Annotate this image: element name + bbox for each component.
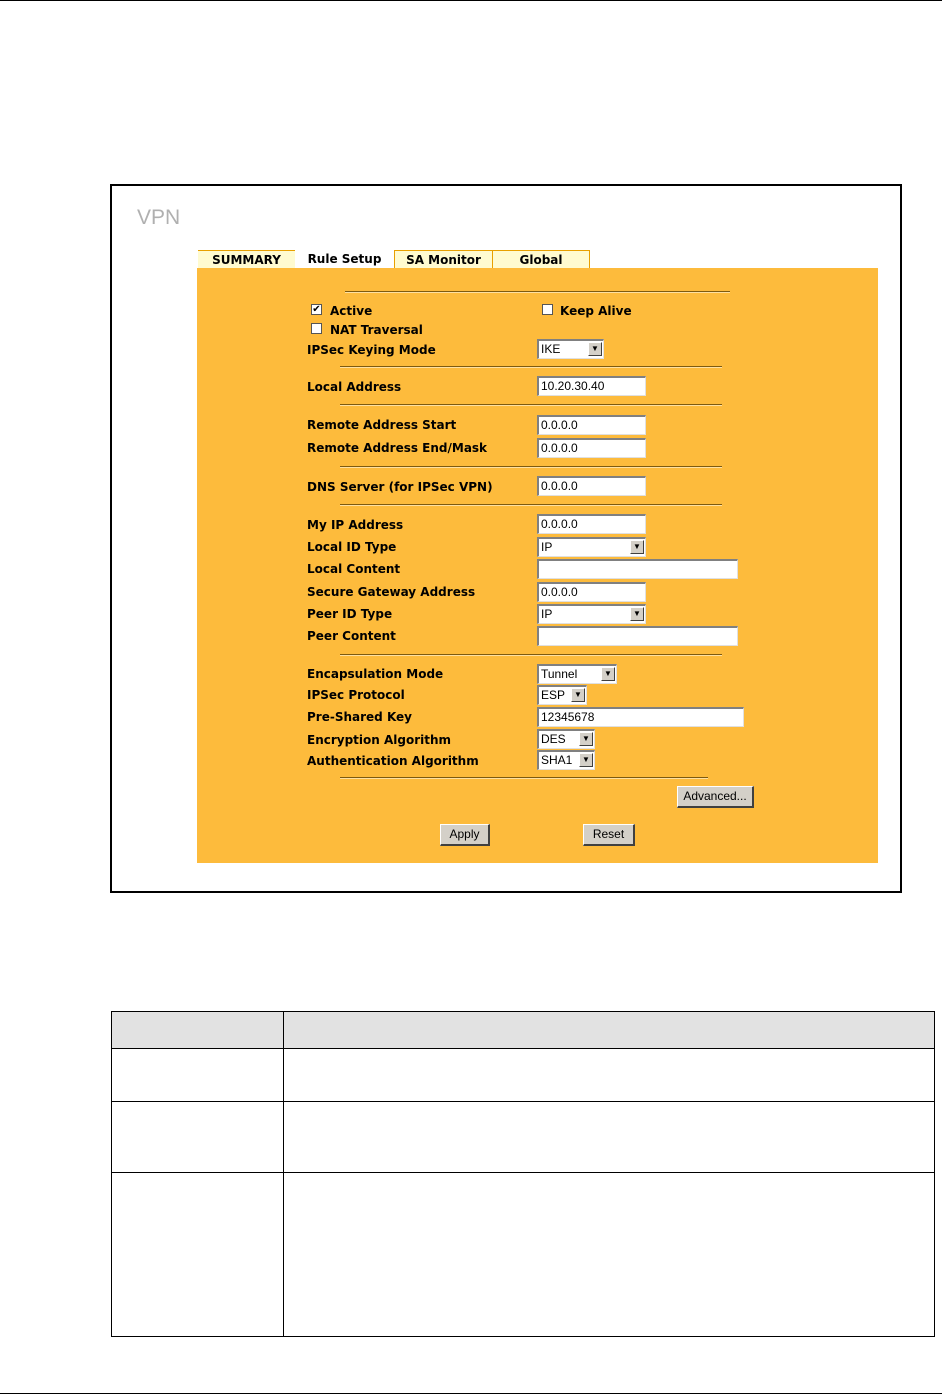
page-top-rule bbox=[0, 0, 942, 1]
encryption-algorithm-label: Encryption Algorithm bbox=[307, 733, 452, 747]
dropdown-arrow-icon: ▼ bbox=[579, 732, 593, 746]
dropdown-arrow-icon: ▼ bbox=[571, 688, 585, 702]
ipsec-protocol-value: ESP bbox=[541, 688, 566, 702]
nat-traversal-label: NAT Traversal bbox=[330, 323, 423, 337]
peer-id-type-select[interactable] bbox=[537, 604, 646, 624]
secure-gateway-input[interactable]: 0.0.0.0 bbox=[537, 582, 646, 602]
apply-button[interactable]: Apply bbox=[440, 824, 490, 846]
local-content-input[interactable] bbox=[537, 559, 738, 579]
description-table bbox=[111, 1011, 935, 1337]
remote-address-start-input[interactable]: 0.0.0.0 bbox=[537, 415, 646, 435]
pre-shared-key-label: Pre-Shared Key bbox=[307, 710, 412, 724]
local-id-type-value: IP bbox=[541, 540, 553, 554]
peer-id-type-value: IP bbox=[541, 607, 553, 621]
tab-summary[interactable]: SUMMARY bbox=[198, 250, 295, 268]
active-checkbox[interactable]: ✔ bbox=[312, 304, 321, 315]
page-title: VPN bbox=[137, 206, 181, 229]
remote-address-end-label: Remote Address End/Mask bbox=[307, 441, 488, 455]
pre-shared-key-input[interactable]: 12345678 bbox=[537, 707, 744, 727]
separator bbox=[340, 654, 722, 656]
encryption-algorithm-select[interactable] bbox=[537, 729, 595, 749]
table-column-divider bbox=[283, 1012, 284, 1336]
my-ip-address-input[interactable]: 0.0.0.0 bbox=[537, 514, 646, 534]
keep-alive-label: Keep Alive bbox=[560, 304, 632, 318]
dns-server-input[interactable]: 0.0.0.0 bbox=[537, 476, 646, 496]
secure-gateway-label: Secure Gateway Address bbox=[307, 585, 476, 599]
dropdown-arrow-icon: ▼ bbox=[588, 342, 602, 356]
separator bbox=[340, 404, 722, 406]
encryption-algorithm-value: DES bbox=[541, 732, 566, 746]
local-content-label: Local Content bbox=[307, 562, 401, 576]
local-id-type-select[interactable] bbox=[537, 537, 646, 557]
tab-global-setting[interactable]: Global bbox=[492, 250, 590, 268]
dropdown-arrow-icon: ▼ bbox=[579, 753, 593, 767]
tab-sa-monitor[interactable]: SA Monitor bbox=[394, 250, 492, 268]
ipsec-protocol-label: IPSec Protocol bbox=[307, 688, 405, 702]
dns-server-label: DNS Server (for IPSec VPN) bbox=[307, 480, 493, 494]
remote-address-start-label: Remote Address Start bbox=[307, 418, 457, 432]
separator bbox=[340, 366, 722, 368]
active-label: Active bbox=[330, 304, 373, 318]
page-bottom-rule bbox=[0, 1393, 942, 1394]
encapsulation-mode-label: Encapsulation Mode bbox=[307, 667, 444, 681]
encapsulation-mode-value: Tunnel bbox=[541, 667, 578, 681]
dropdown-arrow-icon: ▼ bbox=[601, 667, 615, 681]
table-header bbox=[112, 1012, 934, 1049]
dropdown-arrow-icon: ▼ bbox=[630, 540, 644, 554]
ipsec-keying-mode-label: IPSec Keying Mode bbox=[307, 343, 436, 357]
ipsec-keying-mode-value: IKE bbox=[541, 342, 561, 356]
separator bbox=[345, 291, 730, 293]
reset-button[interactable]: Reset bbox=[583, 824, 635, 846]
separator bbox=[340, 504, 722, 506]
remote-address-end-input[interactable]: 0.0.0.0 bbox=[537, 438, 646, 458]
encapsulation-mode-select[interactable] bbox=[537, 664, 617, 684]
local-address-input[interactable]: 10.20.30.40 bbox=[537, 376, 646, 396]
nat-traversal-checkbox[interactable] bbox=[311, 323, 322, 334]
keep-alive-checkbox[interactable] bbox=[542, 304, 553, 315]
peer-content-input[interactable] bbox=[537, 626, 738, 646]
ipsec-protocol-select[interactable] bbox=[537, 685, 587, 705]
peer-id-type-label: Peer ID Type bbox=[307, 607, 393, 621]
tab-rule-setup[interactable]: Rule Setup bbox=[295, 250, 394, 268]
table-row-divider bbox=[112, 1172, 934, 1173]
peer-content-label: Peer Content bbox=[307, 629, 396, 643]
separator bbox=[340, 777, 708, 779]
my-ip-address-label: My IP Address bbox=[307, 518, 404, 532]
separator bbox=[340, 466, 722, 468]
advanced-button[interactable]: Advanced... bbox=[677, 786, 754, 808]
authentication-algorithm-label: Authentication Algorithm bbox=[307, 754, 479, 768]
table-row-divider bbox=[112, 1101, 934, 1102]
ipsec-keying-mode-select[interactable] bbox=[537, 339, 604, 359]
local-address-label: Local Address bbox=[307, 380, 402, 394]
dropdown-arrow-icon: ▼ bbox=[630, 607, 644, 621]
authentication-algorithm-select[interactable] bbox=[537, 750, 595, 770]
local-id-type-label: Local ID Type bbox=[307, 540, 397, 554]
authentication-algorithm-value: SHA1 bbox=[541, 753, 573, 767]
